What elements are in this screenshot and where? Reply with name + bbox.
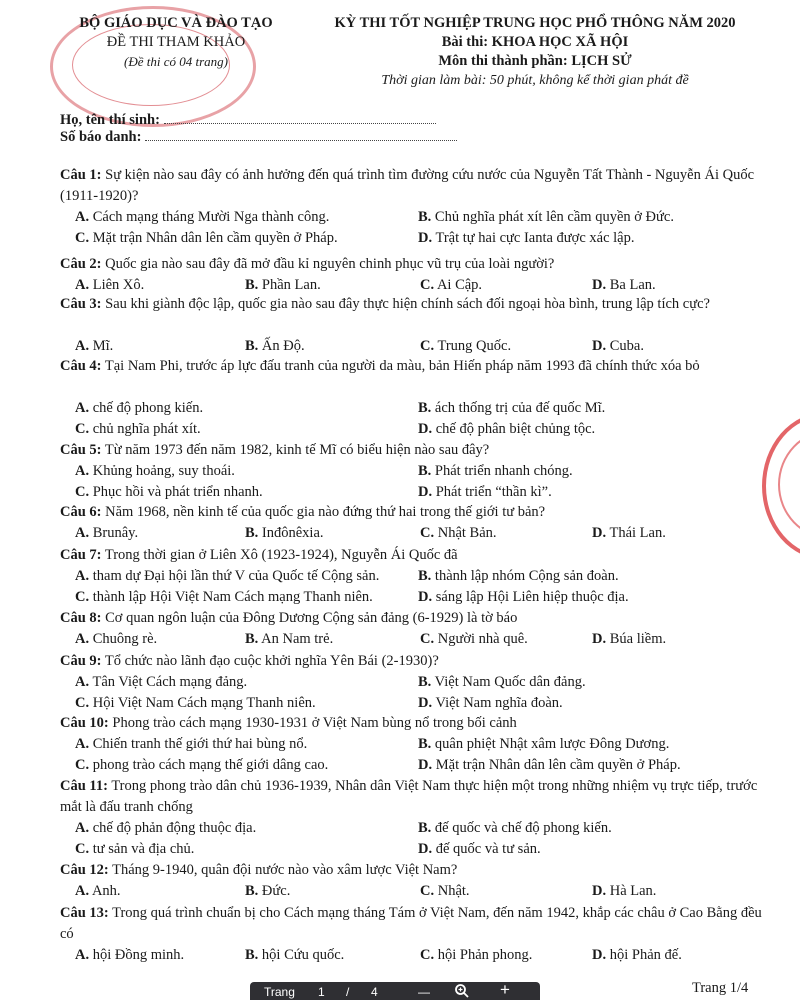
question-10-option-d: [418, 755, 681, 776]
option-letter: A.: [75, 338, 90, 354]
option-text: Anh.: [91, 883, 121, 899]
question-number: Câu 6:: [60, 504, 102, 520]
question-1-stem: [60, 165, 772, 207]
question-text: Từ năm 1973 đến năm 1982, kinh tế Mĩ có biểu hiện nào sau đây?: [104, 442, 490, 458]
pdf-toolbar: [250, 982, 540, 1000]
option-text: thành lập Hội Việt Nam Cách mạng Thanh niên.: [92, 589, 373, 605]
question-10-option-a: [75, 734, 307, 755]
question-8-option-d: [592, 629, 666, 650]
question-11-option-d: [418, 839, 541, 860]
question-6-option-b: [245, 523, 324, 544]
option-text: tư sản và địa chủ.: [92, 841, 195, 857]
option-text: Phần Lan.: [261, 277, 321, 293]
question-text: Quốc gia nào sau đây đã mở đầu kỉ nguyên chinh phục vũ trụ của loài người?: [105, 256, 555, 272]
option-letter: C.: [420, 947, 435, 963]
option-text: phong trào cách mạng thế giới dâng cao.: [92, 757, 329, 773]
option-letter: D.: [592, 525, 607, 541]
candidate-name-field: [60, 112, 436, 129]
option-text: Chuông rè.: [92, 631, 158, 647]
question-4-option-a: [75, 398, 203, 419]
option-letter: A.: [75, 947, 90, 963]
question-7-option-a: [75, 566, 379, 587]
candidate-name-label: Họ, tên thí sinh:: [60, 112, 160, 128]
question-3-option-d: [592, 336, 644, 357]
option-letter: A.: [75, 674, 90, 690]
question-12-option-a: [75, 881, 121, 902]
option-text: hội Phản đế.: [609, 947, 682, 963]
option-text: chủ nghĩa phát xít.: [92, 421, 201, 437]
question-8-option-c: [420, 629, 528, 650]
question-7-option-b: [418, 566, 619, 587]
option-letter: D.: [592, 883, 607, 899]
question-9-option-a: [75, 672, 247, 693]
option-letter: D.: [418, 841, 433, 857]
question-13-option-d: [592, 945, 682, 966]
question-12-option-c: [420, 881, 470, 902]
question-number: Câu 4:: [60, 358, 102, 374]
question-text: Tại Nam Phi, trước áp lực đấu tranh của người da màu, bản Hiến pháp năm 1993 đã chính thức xóa bỏ: [104, 358, 700, 374]
option-letter: B.: [245, 883, 259, 899]
option-text: Nhật.: [437, 883, 470, 899]
question-10-stem: [60, 713, 772, 734]
question-7-option-c: [75, 587, 373, 608]
page-count-note: (Đề thi có 04 trang): [124, 54, 228, 69]
option-letter: B.: [418, 463, 432, 479]
question-5-option-c: [75, 482, 263, 503]
exam-type: ĐỀ THI THAM KHẢO: [106, 34, 246, 50]
question-8-stem: [60, 608, 772, 629]
option-letter: A.: [75, 883, 90, 899]
question-5-option-b: [418, 461, 573, 482]
header-left: [60, 14, 292, 71]
question-12-option-b: [245, 881, 290, 902]
option-text: Chiến tranh thế giới thứ hai bùng nổ.: [92, 736, 308, 752]
question-4-option-d: [418, 419, 595, 440]
option-letter: B.: [245, 277, 259, 293]
option-letter: B.: [245, 525, 259, 541]
option-text: Mặt trận Nhân dân lên cầm quyền ở Pháp.: [435, 757, 681, 773]
question-9-option-c: [75, 693, 316, 714]
option-letter: C.: [75, 757, 90, 773]
option-letter: B.: [418, 568, 432, 584]
option-letter: D.: [592, 338, 607, 354]
option-letter: C.: [75, 484, 90, 500]
option-text: Brunây.: [92, 525, 139, 541]
option-letter: C.: [420, 338, 435, 354]
question-4-option-b: [418, 398, 605, 419]
header-right: [300, 14, 770, 90]
option-text: Cách mạng tháng Mười Nga thành công.: [92, 209, 330, 225]
option-letter: A.: [75, 736, 90, 752]
option-text: thành lập nhóm Cộng sản đoàn.: [434, 568, 619, 584]
option-text: An Nam trẻ.: [261, 631, 334, 647]
question-text: Tháng 9-1940, quân đội nước nào vào xâm lược Việt Nam?: [112, 862, 458, 878]
question-13-option-b: [245, 945, 344, 966]
option-text: Hà Lan.: [609, 883, 657, 899]
option-letter: B.: [245, 631, 259, 647]
question-7-option-d: [418, 587, 629, 608]
option-text: sáng lập Hội Liên hiệp thuộc địa.: [435, 589, 629, 605]
question-text: Trong thời gian ở Liên Xô (1923-1924), Nguyễn Ái Quốc đã: [104, 547, 458, 563]
toolbar-total-pages: 4: [371, 985, 378, 999]
option-text: Chủ nghĩa phát xít lên cầm quyền ở Đức.: [434, 209, 674, 225]
question-11-option-c: [75, 839, 194, 860]
option-text: chế độ phong kiến.: [92, 400, 204, 416]
option-letter: C.: [75, 589, 90, 605]
option-letter: B.: [418, 209, 432, 225]
option-letter: B.: [418, 400, 432, 416]
question-number: Câu 1:: [60, 167, 102, 183]
time-note: Thời gian làm bài: 50 phút, không kể thời gian phát đề: [381, 73, 689, 88]
question-number: Câu 13:: [60, 905, 109, 921]
option-text: Phát triển “thần kì”.: [435, 484, 552, 500]
option-letter: C.: [75, 841, 90, 857]
option-text: Phát triển nhanh chóng.: [434, 463, 573, 479]
ministry-name: BỘ GIÁO DỤC VÀ ĐÀO TẠO: [79, 15, 273, 31]
page-indicator: Trang 1/4: [692, 980, 749, 996]
option-letter: D.: [592, 947, 607, 963]
question-text: Năm 1968, nền kinh tế của quốc gia nào đứng thứ hai trong thế giới tư bản?: [105, 504, 546, 520]
question-number: Câu 5:: [60, 442, 102, 458]
option-letter: C.: [75, 421, 90, 437]
option-letter: C.: [420, 883, 435, 899]
option-text: Thái Lan.: [609, 525, 666, 541]
question-6-option-c: [420, 523, 497, 544]
option-letter: C.: [75, 695, 90, 711]
option-letter: D.: [418, 589, 433, 605]
option-letter: D.: [418, 484, 433, 500]
candidate-id-field: [60, 129, 457, 146]
subject-group: Bài thi: KHOA HỌC XÃ HỘI: [441, 34, 629, 50]
option-letter: C.: [420, 277, 435, 293]
option-text: Hội Việt Nam Cách mạng Thanh niên.: [92, 695, 316, 711]
question-1-option-c: [75, 228, 338, 249]
candidate-id-label: Số báo danh:: [60, 129, 142, 145]
option-text: Cuba.: [609, 338, 644, 354]
toolbar-separator: /: [346, 985, 350, 999]
question-3-option-c: [420, 336, 511, 357]
option-text: hội Đồng minh.: [92, 947, 185, 963]
question-13-option-a: [75, 945, 184, 966]
option-letter: D.: [418, 757, 433, 773]
question-4-option-c: [75, 419, 201, 440]
question-text: Sự kiện nào sau đây có ảnh hưởng đến quá trình tìm đường cứu nước của Nguyễn Tất Thành - Nguyễn Ái Quốc (1911-1920)?: [60, 167, 754, 204]
question-1-option-b: [418, 207, 674, 228]
option-text: đế quốc và tư sản.: [435, 841, 541, 857]
option-letter: D.: [592, 277, 607, 293]
question-number: Câu 7:: [60, 547, 102, 563]
question-text: Cơ quan ngôn luận của Đông Dương Cộng sản đảng (6-1929) là tờ báo: [105, 610, 518, 626]
option-text: Ấn Độ.: [261, 338, 305, 354]
option-letter: B.: [245, 338, 259, 354]
option-letter: A.: [75, 209, 90, 225]
option-text: Việt Nam nghĩa đoàn.: [435, 695, 563, 711]
option-text: Người nhà quê.: [437, 631, 528, 647]
question-1-option-d: [418, 228, 634, 249]
question-11-option-a: [75, 818, 256, 839]
option-text: Nhật Bản.: [437, 525, 497, 541]
question-6-option-a: [75, 523, 138, 544]
question-11-stem: [60, 776, 772, 818]
question-8-option-b: [245, 629, 333, 650]
question-1-option-a: [75, 207, 329, 228]
option-letter: A.: [75, 820, 90, 836]
option-text: tham dự Đại hội lần thứ V của Quốc tế Cộng sản.: [92, 568, 380, 584]
option-text: quân phiệt Nhật xâm lược Đông Dương.: [434, 736, 670, 752]
question-text: Trong quá trình chuẩn bị cho Cách mạng tháng Tám ở Việt Nam, đến năm 1942, khắp các châu ở Cao Bằng đều có: [60, 905, 762, 942]
option-text: Mặt trận Nhân dân lên cầm quyền ở Pháp.: [92, 230, 338, 246]
option-letter: A.: [75, 568, 90, 584]
zoom-in-button[interactable]: +: [500, 980, 510, 999]
toolbar-page-label: Trang: [264, 985, 295, 999]
question-text: Phong trào cách mạng 1930-1931 ở Việt Nam bùng nổ trong bối cảnh: [112, 715, 517, 731]
option-text: Đức.: [261, 883, 291, 899]
option-letter: D.: [418, 695, 433, 711]
option-text: Inđônêxia.: [261, 525, 324, 541]
question-5-option-d: [418, 482, 552, 503]
question-number: Câu 9:: [60, 653, 102, 669]
question-4-stem: [60, 356, 772, 377]
option-letter: B.: [418, 736, 432, 752]
option-letter: B.: [245, 947, 259, 963]
exam-title: KỲ THI TỐT NGHIỆP TRUNG HỌC PHỔ THÔNG NĂM 2020: [334, 15, 736, 31]
question-number: Câu 11:: [60, 778, 108, 794]
option-text: Liên Xô.: [92, 277, 145, 293]
zoom-icon[interactable]: [454, 983, 470, 1004]
question-11-option-b: [418, 818, 612, 839]
question-3-stem: [60, 294, 772, 315]
question-2-option-d: [592, 275, 656, 296]
question-text: Tổ chức nào lãnh đạo cuộc khởi nghĩa Yên Bái (2-1930)?: [104, 653, 439, 669]
option-letter: C.: [420, 631, 435, 647]
option-text: Ba Lan.: [609, 277, 656, 293]
candidate-name-line: [164, 123, 436, 124]
question-number: Câu 2:: [60, 256, 102, 272]
option-text: hội Cứu quốc.: [261, 947, 345, 963]
option-letter: D.: [418, 421, 433, 437]
subject-name: Môn thi thành phần: LỊCH SỬ: [438, 53, 632, 69]
question-10-option-c: [75, 755, 328, 776]
option-letter: A.: [75, 400, 90, 416]
question-3-option-b: [245, 336, 305, 357]
question-6-stem: [60, 502, 772, 523]
question-12-stem: [60, 860, 772, 881]
option-letter: A.: [75, 525, 90, 541]
option-text: Búa liềm.: [609, 631, 667, 647]
option-letter: D.: [592, 631, 607, 647]
question-13-option-c: [420, 945, 532, 966]
option-text: Phục hồi và phát triển nhanh.: [92, 484, 263, 500]
question-text: Trong phong trào dân chủ 1936-1939, Nhân dân Việt Nam thực hiện một trong những nhiệm vụ trực tiếp, trước mắt là đấu tranh chống: [60, 778, 758, 815]
option-letter: C.: [420, 525, 435, 541]
question-9-option-d: [418, 693, 563, 714]
question-3-option-a: [75, 336, 113, 357]
option-letter: C.: [75, 230, 90, 246]
question-12-option-d: [592, 881, 656, 902]
option-text: Ai Cập.: [436, 277, 483, 293]
option-text: ách thống trị của đế quốc Mĩ.: [434, 400, 606, 416]
option-text: Trật tự hai cực Ianta được xác lập.: [435, 230, 635, 246]
option-letter: D.: [418, 230, 433, 246]
option-letter: A.: [75, 631, 90, 647]
option-text: chế độ phản động thuộc địa.: [92, 820, 257, 836]
question-2-option-c: [420, 275, 482, 296]
question-7-stem: [60, 545, 772, 566]
option-letter: B.: [418, 674, 432, 690]
question-5-option-a: [75, 461, 235, 482]
question-2-option-a: [75, 275, 144, 296]
question-10-option-b: [418, 734, 669, 755]
option-text: Việt Nam Quốc dân đảng.: [434, 674, 586, 690]
question-number: Câu 8:: [60, 610, 102, 626]
option-text: đế quốc và chế độ phong kiến.: [434, 820, 612, 836]
question-number: Câu 3:: [60, 296, 102, 312]
option-text: Khủng hoảng, suy thoái.: [92, 463, 235, 479]
question-9-stem: [60, 651, 772, 672]
question-number: Câu 10:: [60, 715, 109, 731]
question-2-option-b: [245, 275, 321, 296]
question-13-stem: [60, 903, 772, 945]
option-text: chế độ phân biệt chủng tộc.: [435, 421, 596, 437]
option-text: hội Phản phong.: [437, 947, 533, 963]
option-letter: A.: [75, 277, 90, 293]
option-letter: A.: [75, 463, 90, 479]
option-text: Tân Việt Cách mạng đảng.: [92, 674, 248, 690]
question-2-stem: [60, 254, 772, 275]
question-5-stem: [60, 440, 772, 461]
question-number: Câu 12:: [60, 862, 109, 878]
question-8-option-a: [75, 629, 157, 650]
zoom-out-button[interactable]: —: [418, 985, 430, 999]
option-text: Trung Quốc.: [437, 338, 512, 354]
toolbar-current-page[interactable]: 1: [318, 985, 325, 999]
option-letter: B.: [418, 820, 432, 836]
candidate-id-line: [145, 140, 457, 141]
question-9-option-b: [418, 672, 586, 693]
question-6-option-d: [592, 523, 666, 544]
question-text: Sau khi giành độc lập, quốc gia nào sau đây thực hiện chính sách đối ngoại hòa bình, trung lập tích cực?: [105, 296, 710, 312]
option-text: Mĩ.: [92, 338, 114, 354]
